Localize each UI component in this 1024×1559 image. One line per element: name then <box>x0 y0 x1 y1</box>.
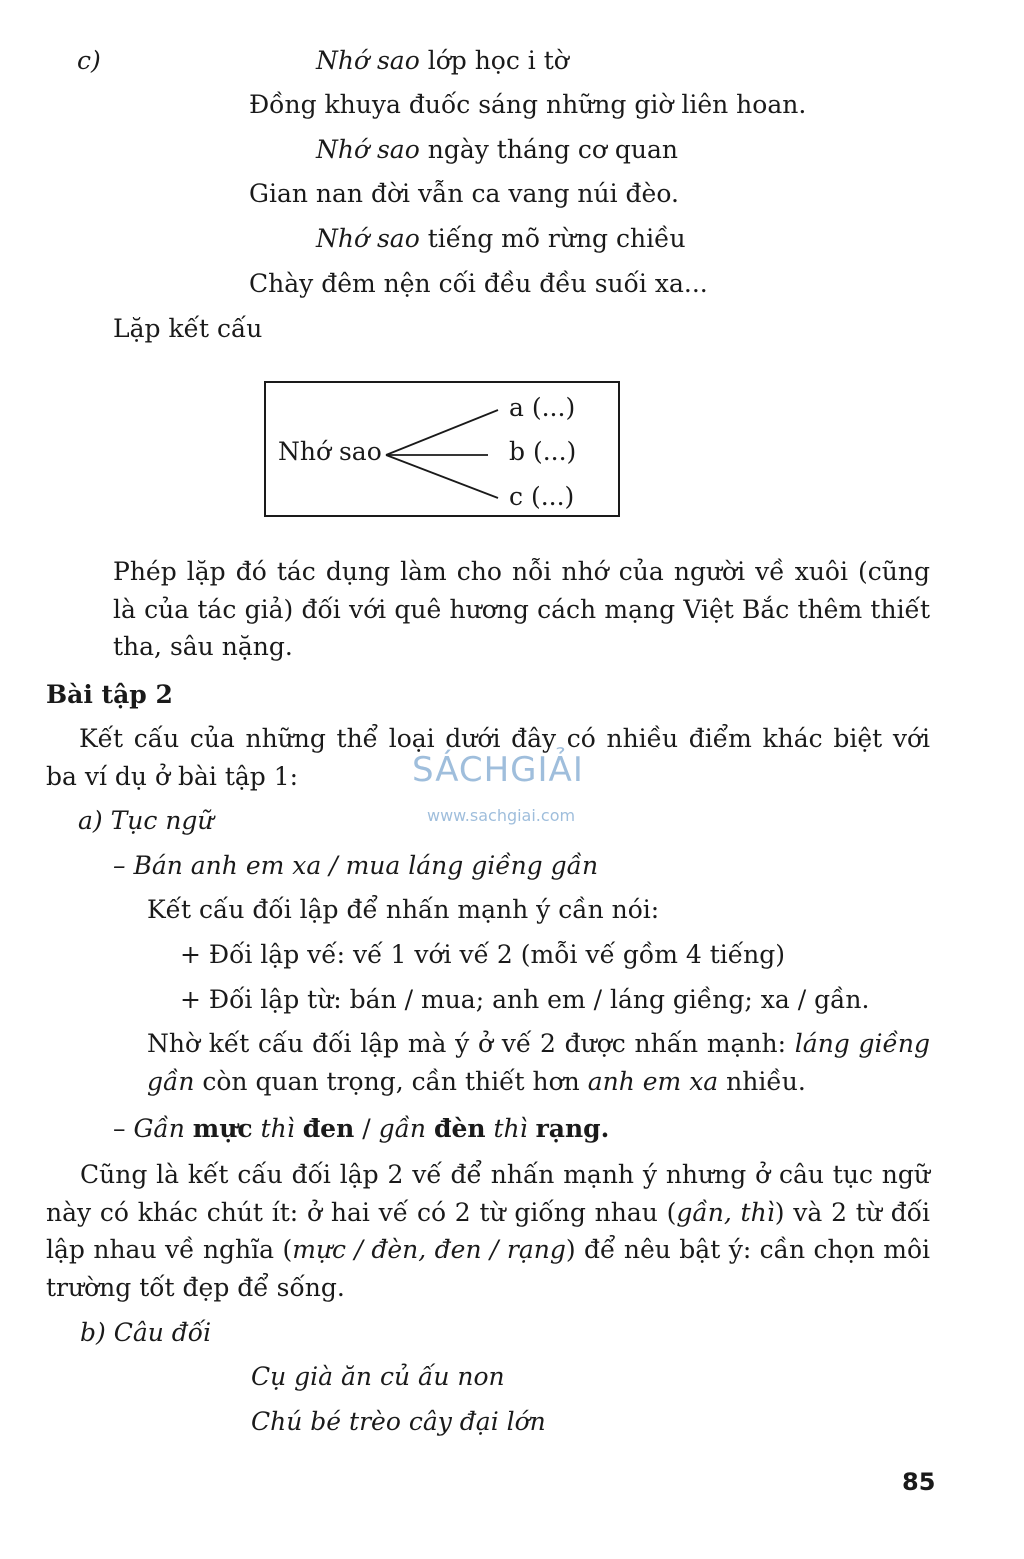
proverb-word: thì <box>485 1114 536 1143</box>
heading-b: b) Câu đối <box>80 1318 212 1347</box>
poem-label: c) <box>77 46 101 75</box>
proverb-bold-word: rạng <box>535 1114 601 1143</box>
proverb-bold-word: đen <box>302 1114 355 1143</box>
cau-doi-line-1: Cụ già ăn củ ấu non <box>251 1362 505 1391</box>
poem-line-4: Gian nan đời vẫn ca vang núi đèo. <box>249 179 679 208</box>
cung-emphasis: mực / đèn, đen / rạng <box>292 1235 566 1264</box>
watermark-url: www.sachgiai.com <box>427 806 576 825</box>
diagram-root-label: Nhớ sao <box>278 437 382 466</box>
cung-paragraph <box>46 1156 930 1306</box>
slash: / <box>354 1114 379 1143</box>
nho-emphasis-2: anh em xa <box>587 1066 719 1096</box>
period: . <box>600 1114 610 1143</box>
poem-line-2: Đồng khuya đuốc sáng những giờ liên hoan. <box>249 90 807 119</box>
poem-repeat-phrase: Nhớ sao <box>316 46 420 75</box>
bullet-2: + Đối lập từ: bán / mua; anh em / láng giềng; xa / gần. <box>180 985 870 1014</box>
poem-repeat-phrase: Nhớ sao <box>316 224 420 253</box>
cung-text: ) và 2 từ đối lập nhau về nghĩa ( <box>46 1197 931 1264</box>
poem-line-text: tiếng mõ rừng chiều <box>419 224 686 253</box>
explanation-paragraph: Phép lặp đó tác dụng làm cho nỗi nhớ của người về xuôi (cũng là của tác giả) đối với quê hương cách mạng Việt Bắc thêm thiết tha, sâu nặng. <box>113 557 930 661</box>
bullet-1: + Đối lập vế: vế 1 với vế 2 (mỗi vế gồm 4 tiếng) <box>180 940 785 969</box>
cung-text: Cũng là kết cấu đối lập 2 vế để nhấn mạnh ý nhưng ở câu tục ngữ này có khác chút ít: ở hai vế có 2 từ giống nhau ( <box>46 1160 930 1227</box>
poem-line-6: Chày đêm nện cối đều đều suối xa... <box>249 269 708 298</box>
diagram-branch-lines <box>380 400 510 510</box>
proverb-2 <box>113 1116 609 1141</box>
cau-doi-line-2: Chú bé trèo cây đại lớn <box>251 1407 546 1436</box>
proverb-1: – Bán anh em xa / mua láng giềng gần <box>113 851 599 880</box>
watermark-logo: SÁCHGIẢI <box>412 750 584 790</box>
proverb-bold-word: mực <box>192 1114 253 1143</box>
nho-emphasis-1: láng giềng gần <box>147 1029 931 1096</box>
diagram-branch-a: a (...) <box>509 393 576 422</box>
page-number: 85 <box>902 1468 936 1496</box>
proverb-bold-word: đèn <box>433 1114 486 1143</box>
poem-line-text: lớp học i tờ <box>419 46 569 75</box>
proverb-word: Gần <box>133 1114 193 1143</box>
dash: – <box>113 1114 134 1143</box>
lap-ket-cau-label: Lặp kết cấu <box>113 314 263 343</box>
nho-paragraph <box>147 1025 930 1100</box>
heading-a: a) Tục ngữ <box>78 806 214 835</box>
nho-text: còn quan trọng, cần thiết hơn <box>194 1066 588 1096</box>
poem-line-text: ngày tháng cơ quan <box>419 135 679 164</box>
cung-text: ) để nêu bật ý: cần chọn môi trường tốt đẹp để sống. <box>46 1235 930 1302</box>
poem-line-5 <box>316 226 686 251</box>
nho-text: nhiều. <box>718 1066 806 1096</box>
poem-line-1 <box>316 48 569 73</box>
diagram-branch-b: b (...) <box>509 437 577 466</box>
ket-cau-line: Kết cấu đối lập để nhấn mạnh ý cần nói: <box>147 895 660 924</box>
intro-paragraph: Kết cấu của những thể loại dưới đây có nhiều điểm khác biệt với ba ví dụ ở bài tập 1: <box>46 724 930 791</box>
proverb-word: gần <box>378 1114 434 1143</box>
poem-line-3 <box>316 137 678 162</box>
section-title: Bài tập 2 <box>46 680 173 709</box>
proverb-word: thì <box>252 1114 303 1143</box>
diagram-branch-c: c (...) <box>509 482 575 511</box>
poem-repeat-phrase: Nhớ sao <box>316 135 420 164</box>
nho-text: Nhờ kết cấu đối lập mà ý ở vế 2 được nhấn mạnh: <box>147 1029 795 1058</box>
cung-emphasis: gần, thì <box>676 1197 775 1227</box>
